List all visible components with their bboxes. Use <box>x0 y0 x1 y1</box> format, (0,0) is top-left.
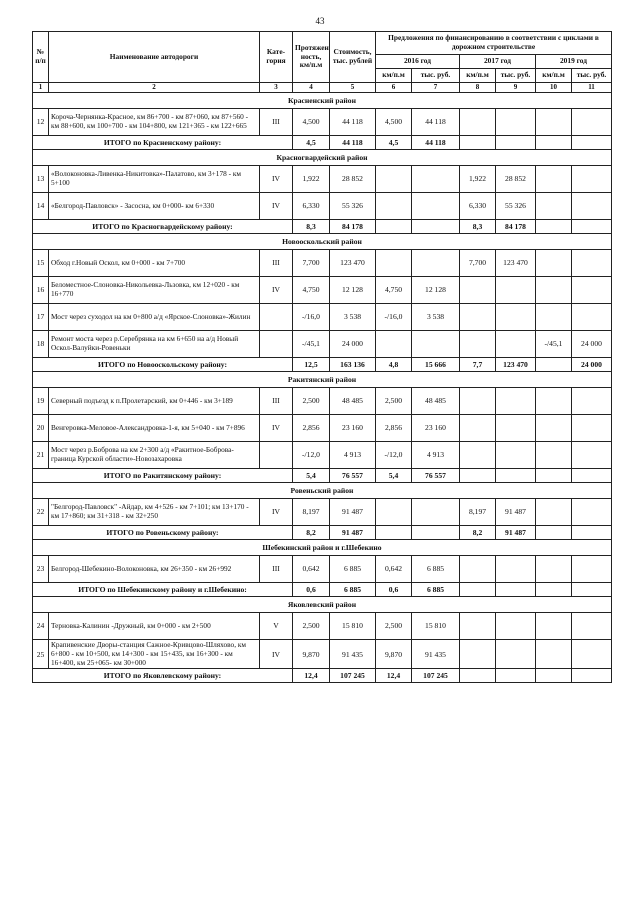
header-unit-km: км/п.м <box>460 69 496 83</box>
road-value-c6: 4,750 <box>376 277 412 304</box>
road-value-c8: 6,330 <box>460 193 496 220</box>
road-value-c10 <box>536 442 572 469</box>
road-number: 13 <box>33 166 49 193</box>
district-title: Ракитянский район <box>33 372 612 388</box>
total-value-c7: 107 245 <box>412 669 460 683</box>
road-name: Крапивенские Дворы-станция Сажное-Кривцово-Шляхово, км 6+800 - км 10+500, км 14+300 - км 15+435, км 16+300 - км 16+400, км 25+065- км 30+000 <box>49 640 260 669</box>
district-header-row <box>33 150 612 166</box>
road-value-c7: 23 160 <box>412 415 460 442</box>
road-name: Мост через р.Боброва на км 2+300 а/д «Ракитное-Боброва-граница Курской области»-Новозахаровка <box>49 442 260 469</box>
district-title: Яковлевский район <box>33 597 612 613</box>
road-name: «Белгород-Павловск» - Засосна, км 0+000- км 6+330 <box>49 193 260 220</box>
total-value-c11 <box>572 583 612 597</box>
total-value-c9: 123 470 <box>496 358 536 372</box>
total-value-c8: 8,3 <box>460 220 496 234</box>
road-value-c11 <box>572 388 612 415</box>
road-value-c6: 9,870 <box>376 640 412 669</box>
road-value-c10 <box>536 109 572 136</box>
road-value-cost: 23 160 <box>330 415 376 442</box>
road-category: IV <box>260 166 293 193</box>
road-name: Венгеровка-Меловое-Александровка-1-я, км 5+040 - км 7+896 <box>49 415 260 442</box>
road-value-c10 <box>536 166 572 193</box>
total-value-c10 <box>536 583 572 597</box>
road-value-c10 <box>536 277 572 304</box>
total-value-c10 <box>536 358 572 372</box>
road-value-c6: 2,500 <box>376 388 412 415</box>
road-value-c6: 0,642 <box>376 556 412 583</box>
road-row <box>33 109 612 136</box>
road-value-len: -/45,1 <box>293 331 330 358</box>
road-value-c9 <box>496 388 536 415</box>
district-header-row <box>33 234 612 250</box>
total-value-c6 <box>376 526 412 540</box>
road-value-cost: 4 913 <box>330 442 376 469</box>
road-value-c6 <box>376 166 412 193</box>
road-row <box>33 331 612 358</box>
total-value-c9 <box>496 669 536 683</box>
road-value-c11 <box>572 250 612 277</box>
total-value-c10 <box>536 469 572 483</box>
road-value-c10 <box>536 499 572 526</box>
total-value-c7: 6 885 <box>412 583 460 597</box>
road-row <box>33 640 612 669</box>
road-value-c9: 123 470 <box>496 250 536 277</box>
road-value-c11 <box>572 304 612 331</box>
district-total-row <box>33 583 612 597</box>
total-value-len: 12,4 <box>293 669 330 683</box>
road-value-c8: 1,922 <box>460 166 496 193</box>
road-value-cost: 6 885 <box>330 556 376 583</box>
total-value-c6 <box>376 220 412 234</box>
road-value-c9 <box>496 109 536 136</box>
total-value-len: 0,6 <box>293 583 330 597</box>
column-number: 5 <box>330 83 376 93</box>
road-category <box>260 331 293 358</box>
road-value-c11 <box>572 277 612 304</box>
road-value-c8 <box>460 640 496 669</box>
financing-table-sheet <box>32 31 611 683</box>
road-category <box>260 442 293 469</box>
column-number: 6 <box>376 83 412 93</box>
road-name: «Волоконовка-Ливенка-Никитовка»-Палатово, км 3+178 - км 5+100 <box>49 166 260 193</box>
road-row <box>33 166 612 193</box>
road-value-len: 7,700 <box>293 250 330 277</box>
road-value-c7 <box>412 331 460 358</box>
road-number: 24 <box>33 613 49 640</box>
road-value-c10 <box>536 640 572 669</box>
total-value-c9 <box>496 583 536 597</box>
road-value-c7 <box>412 193 460 220</box>
road-row <box>33 193 612 220</box>
district-header-row <box>33 483 612 499</box>
road-value-c8 <box>460 109 496 136</box>
road-value-c11 <box>572 109 612 136</box>
total-value-c9: 84 178 <box>496 220 536 234</box>
total-value-cost: 44 118 <box>330 136 376 150</box>
column-number: 2 <box>49 83 260 93</box>
total-value-c8 <box>460 469 496 483</box>
header-year-2019: 2019 год <box>536 55 612 69</box>
header-year-2017: 2017 год <box>460 55 536 69</box>
road-value-c7: 3 538 <box>412 304 460 331</box>
header-proposals: Предложения по финансированию в соответствии с циклами в дорожном строительстве <box>376 32 612 55</box>
road-name: Обход г.Новый Оскол, км 0+000 - км 7+700 <box>49 250 260 277</box>
road-number: 23 <box>33 556 49 583</box>
total-label: ИТОГО по Красногвардейскому району: <box>33 220 293 234</box>
road-row <box>33 277 612 304</box>
district-title: Ровеньский район <box>33 483 612 499</box>
road-name: Терновка-Калинин -Дружный, км 0+000 - км 2+500 <box>49 613 260 640</box>
total-value-c8 <box>460 669 496 683</box>
road-value-c7: 44 118 <box>412 109 460 136</box>
road-value-c8: 7,700 <box>460 250 496 277</box>
road-value-c8: 8,197 <box>460 499 496 526</box>
road-category: IV <box>260 640 293 669</box>
road-number: 19 <box>33 388 49 415</box>
road-category: III <box>260 388 293 415</box>
road-value-c9: 55 326 <box>496 193 536 220</box>
road-value-c7 <box>412 499 460 526</box>
total-value-c10 <box>536 220 572 234</box>
road-value-c10 <box>536 388 572 415</box>
column-number: 3 <box>260 83 293 93</box>
total-value-c6: 5,4 <box>376 469 412 483</box>
district-title: Красногвардейский район <box>33 150 612 166</box>
total-value-c11 <box>572 220 612 234</box>
road-name: Северный подъезд к п.Пролетарский, км 0+446 - км 3+189 <box>49 388 260 415</box>
road-value-c6 <box>376 193 412 220</box>
road-value-c11 <box>572 499 612 526</box>
road-name: Белгород-Шебекино-Волоконовка, км 26+350 - км 26+992 <box>49 556 260 583</box>
road-name: "Белгород-Павловск" -Айдар, км 4+526 - км 7+101; км 13+170 - км 17+860; км 31+318 - км 32+250 <box>49 499 260 526</box>
road-value-c9 <box>496 304 536 331</box>
road-value-c7 <box>412 166 460 193</box>
road-category: V <box>260 613 293 640</box>
total-value-c9 <box>496 136 536 150</box>
road-value-c9 <box>496 415 536 442</box>
column-number-row <box>33 83 612 93</box>
road-value-len: 4,500 <box>293 109 330 136</box>
road-category <box>260 304 293 331</box>
road-value-len: 6,330 <box>293 193 330 220</box>
road-value-c6 <box>376 499 412 526</box>
total-value-c11 <box>572 136 612 150</box>
total-value-cost: 163 136 <box>330 358 376 372</box>
road-value-c9: 91 487 <box>496 499 536 526</box>
header-category: Кате-гория <box>260 32 293 83</box>
road-value-c6: 4,500 <box>376 109 412 136</box>
total-value-len: 8,3 <box>293 220 330 234</box>
district-header-row <box>33 540 612 556</box>
header-unit-rub: тыс. руб. <box>412 69 460 83</box>
road-number: 22 <box>33 499 49 526</box>
road-row <box>33 556 612 583</box>
page-number: 43 <box>315 16 325 26</box>
road-value-c6 <box>376 331 412 358</box>
header-year-2016: 2016 год <box>376 55 460 69</box>
road-value-c10: -/45,1 <box>536 331 572 358</box>
road-value-c9: 28 852 <box>496 166 536 193</box>
total-value-c11 <box>572 526 612 540</box>
road-row <box>33 388 612 415</box>
total-value-c6: 0,6 <box>376 583 412 597</box>
road-value-c11 <box>572 613 612 640</box>
column-number: 8 <box>460 83 496 93</box>
road-value-c8 <box>460 415 496 442</box>
road-number: 16 <box>33 277 49 304</box>
total-value-c8 <box>460 583 496 597</box>
road-value-c6: -/16,0 <box>376 304 412 331</box>
road-value-c8 <box>460 331 496 358</box>
road-value-c11: 24 000 <box>572 331 612 358</box>
road-name: Беломестное-Слоновка-Никольевка-Льзовка, км 12+020 - км 16+770 <box>49 277 260 304</box>
road-value-len: 9,870 <box>293 640 330 669</box>
road-name: Ремонт моста через р.Серебрянка на км 6+650 на а/д Новый Оскол-Валуйки-Ровеньки <box>49 331 260 358</box>
header-length: Протяжен ность, км/п.м <box>293 32 330 83</box>
district-title: Шебекинский район и г.Шебекино <box>33 540 612 556</box>
district-total-row <box>33 136 612 150</box>
total-value-c11 <box>572 669 612 683</box>
road-value-c9 <box>496 640 536 669</box>
road-name: Короча-Чернянка-Красное, км 86+700 - км 87+060, км 87+560 - км 88+600, км 100+700 - км 104+800, км 121+365 - км 122+665 <box>49 109 260 136</box>
total-value-c9: 91 487 <box>496 526 536 540</box>
road-value-c10 <box>536 193 572 220</box>
column-number: 7 <box>412 83 460 93</box>
road-value-c11 <box>572 640 612 669</box>
road-value-len: 4,750 <box>293 277 330 304</box>
total-label: ИТОГО по Красненскому району: <box>33 136 293 150</box>
road-category: III <box>260 109 293 136</box>
total-label: ИТОГО по Шебекинскому району и г.Шебекино: <box>33 583 293 597</box>
column-number: 9 <box>496 83 536 93</box>
road-row <box>33 499 612 526</box>
road-value-cost: 3 538 <box>330 304 376 331</box>
total-value-len: 8,2 <box>293 526 330 540</box>
road-value-cost: 91 487 <box>330 499 376 526</box>
road-value-c10 <box>536 415 572 442</box>
column-number: 10 <box>536 83 572 93</box>
column-number: 4 <box>293 83 330 93</box>
road-value-cost: 44 118 <box>330 109 376 136</box>
road-category: IV <box>260 499 293 526</box>
road-value-c8 <box>460 277 496 304</box>
road-value-cost: 91 435 <box>330 640 376 669</box>
total-value-c8: 7,7 <box>460 358 496 372</box>
total-value-c7: 76 557 <box>412 469 460 483</box>
road-value-cost: 28 852 <box>330 166 376 193</box>
district-total-row <box>33 669 612 683</box>
road-value-c8 <box>460 304 496 331</box>
total-value-c7: 15 666 <box>412 358 460 372</box>
road-value-cost: 48 485 <box>330 388 376 415</box>
road-number: 21 <box>33 442 49 469</box>
total-value-cost: 84 178 <box>330 220 376 234</box>
road-number: 18 <box>33 331 49 358</box>
road-value-c8 <box>460 613 496 640</box>
total-value-c7 <box>412 526 460 540</box>
road-value-c10 <box>536 613 572 640</box>
road-value-len: 0,642 <box>293 556 330 583</box>
road-value-c11 <box>572 442 612 469</box>
total-value-c7 <box>412 220 460 234</box>
road-value-c10 <box>536 250 572 277</box>
total-value-cost: 6 885 <box>330 583 376 597</box>
road-category: IV <box>260 415 293 442</box>
road-value-c6 <box>376 250 412 277</box>
road-value-c7: 91 435 <box>412 640 460 669</box>
road-value-c9 <box>496 556 536 583</box>
district-total-row <box>33 220 612 234</box>
road-value-c7: 48 485 <box>412 388 460 415</box>
total-value-c11: 24 000 <box>572 358 612 372</box>
road-row <box>33 415 612 442</box>
road-number: 17 <box>33 304 49 331</box>
road-value-c7: 6 885 <box>412 556 460 583</box>
road-value-c9 <box>496 331 536 358</box>
total-label: ИТОГО по Новооскольскому району: <box>33 358 293 372</box>
road-row <box>33 442 612 469</box>
district-total-row <box>33 358 612 372</box>
total-value-c10 <box>536 669 572 683</box>
road-value-len: 2,500 <box>293 388 330 415</box>
header-row-1 <box>33 32 612 55</box>
road-value-c9 <box>496 277 536 304</box>
total-value-len: 5,4 <box>293 469 330 483</box>
road-category: IV <box>260 277 293 304</box>
road-category: IV <box>260 193 293 220</box>
road-value-c6: 2,856 <box>376 415 412 442</box>
header-unit-km: км/п.м <box>536 69 572 83</box>
total-value-c8 <box>460 136 496 150</box>
road-value-c7 <box>412 250 460 277</box>
district-total-row <box>33 526 612 540</box>
road-category: III <box>260 556 293 583</box>
district-title: Красненский район <box>33 93 612 109</box>
total-label: ИТОГО по Ракитянскому району: <box>33 469 293 483</box>
total-value-c6: 4,8 <box>376 358 412 372</box>
road-number: 14 <box>33 193 49 220</box>
header-cost: Стоимость, тыс. рублей <box>330 32 376 83</box>
road-value-c11 <box>572 166 612 193</box>
road-number: 12 <box>33 109 49 136</box>
road-value-len: -/12,0 <box>293 442 330 469</box>
total-value-len: 12,5 <box>293 358 330 372</box>
financing-table <box>32 31 612 683</box>
road-value-cost: 12 128 <box>330 277 376 304</box>
road-value-cost: 123 470 <box>330 250 376 277</box>
column-number: 1 <box>33 83 49 93</box>
total-value-cost: 76 557 <box>330 469 376 483</box>
road-value-c9 <box>496 613 536 640</box>
total-value-c10 <box>536 526 572 540</box>
road-value-cost: 55 326 <box>330 193 376 220</box>
road-value-c8 <box>460 442 496 469</box>
road-number: 25 <box>33 640 49 669</box>
road-value-c8 <box>460 388 496 415</box>
road-value-c11 <box>572 415 612 442</box>
road-value-c10 <box>536 556 572 583</box>
district-header-row <box>33 597 612 613</box>
header-unit-rub: тыс. руб. <box>572 69 612 83</box>
road-value-len: 2,856 <box>293 415 330 442</box>
column-number: 11 <box>572 83 612 93</box>
header-unit-rub: тыс. руб. <box>496 69 536 83</box>
total-value-c10 <box>536 136 572 150</box>
road-category: III <box>260 250 293 277</box>
road-value-c11 <box>572 193 612 220</box>
road-value-c9 <box>496 442 536 469</box>
road-value-len: 1,922 <box>293 166 330 193</box>
district-title: Новооскольский район <box>33 234 612 250</box>
total-value-c11 <box>572 469 612 483</box>
road-number: 20 <box>33 415 49 442</box>
road-name: Мост через суходол на км 0+800 а/д «Ярское-Слоновка»-Жилин <box>49 304 260 331</box>
road-value-c8 <box>460 556 496 583</box>
road-value-len: -/16,0 <box>293 304 330 331</box>
road-value-c10 <box>536 304 572 331</box>
total-value-c6: 12,4 <box>376 669 412 683</box>
road-value-c11 <box>572 556 612 583</box>
road-value-c7: 12 128 <box>412 277 460 304</box>
total-value-c7: 44 118 <box>412 136 460 150</box>
header-no: № п/п <box>33 32 49 83</box>
road-value-cost: 24 000 <box>330 331 376 358</box>
total-value-c8: 8,2 <box>460 526 496 540</box>
road-value-cost: 15 810 <box>330 613 376 640</box>
road-value-c7: 4 913 <box>412 442 460 469</box>
header-unit-km: км/п.м <box>376 69 412 83</box>
header-name: Наименование автодороги <box>49 32 260 83</box>
total-value-cost: 107 245 <box>330 669 376 683</box>
total-value-c9 <box>496 469 536 483</box>
road-value-c6: -/12,0 <box>376 442 412 469</box>
district-header-row <box>33 93 612 109</box>
district-header-row <box>33 372 612 388</box>
road-row <box>33 304 612 331</box>
road-value-c6: 2,500 <box>376 613 412 640</box>
road-row <box>33 250 612 277</box>
road-value-len: 2,500 <box>293 613 330 640</box>
total-value-c6: 4,5 <box>376 136 412 150</box>
road-value-c7: 15 810 <box>412 613 460 640</box>
total-label: ИТОГО по Яковлевскому району: <box>33 669 293 683</box>
total-value-cost: 91 487 <box>330 526 376 540</box>
road-value-len: 8,197 <box>293 499 330 526</box>
road-number: 15 <box>33 250 49 277</box>
district-total-row <box>33 469 612 483</box>
total-label: ИТОГО по Ровеньскому району: <box>33 526 293 540</box>
road-row <box>33 613 612 640</box>
total-value-len: 4,5 <box>293 136 330 150</box>
